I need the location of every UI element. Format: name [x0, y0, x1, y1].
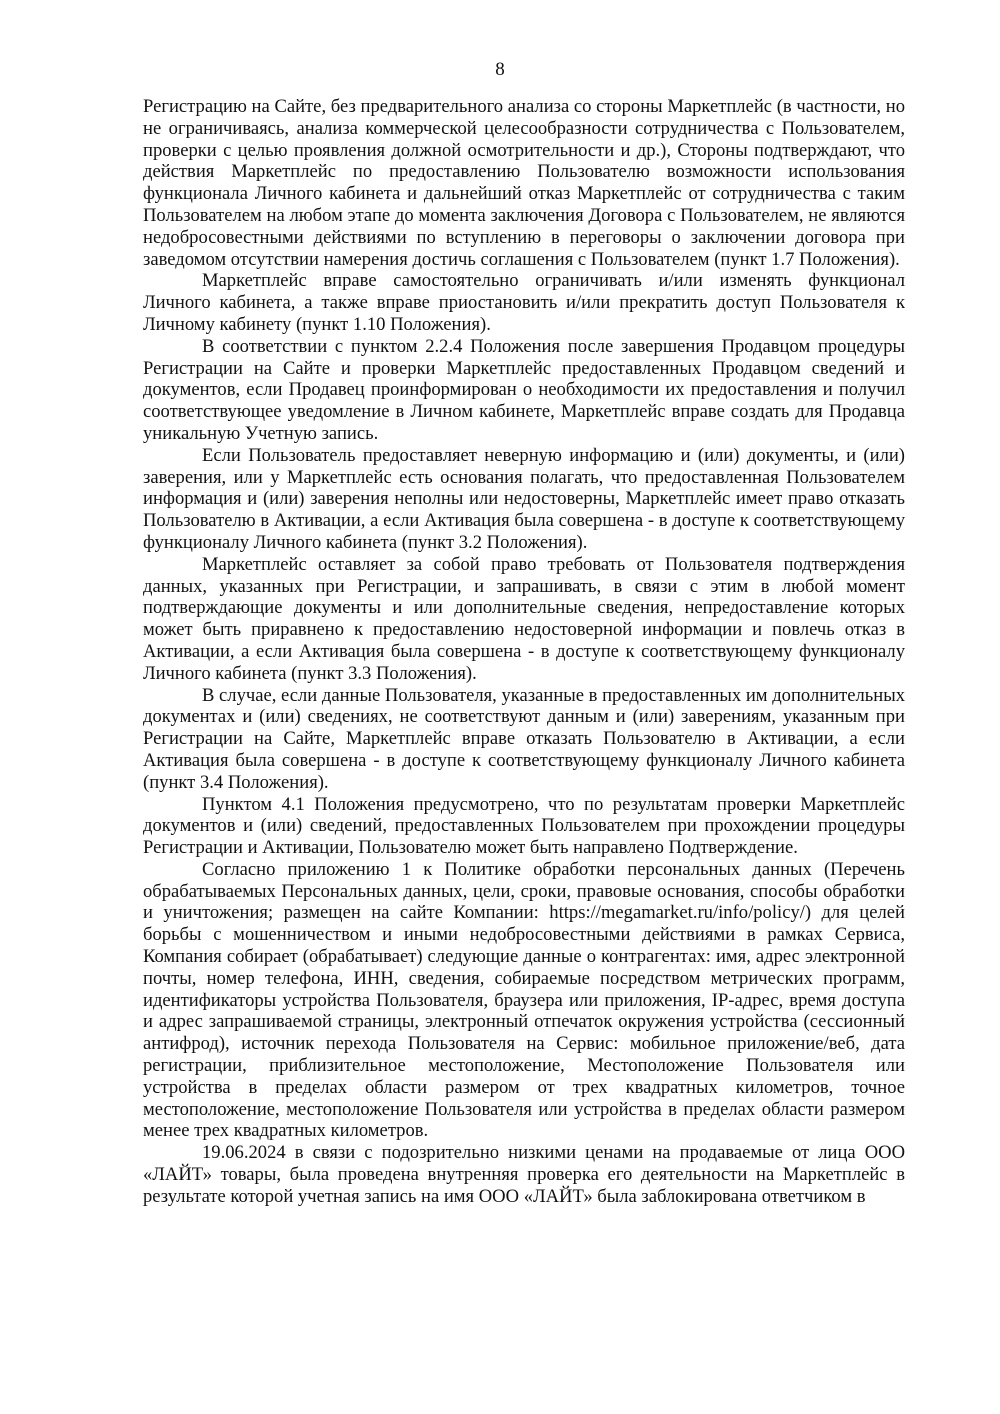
paragraph: Пунктом 4.1 Положения предусмотрено, что по результатам проверки Маркетплейс документов и (или) сведений, предоставленных Пользователем при прохождении процедуры Регистрации и Активации, Пользователю может быть направлено Подтверждение.	[143, 793, 905, 859]
paragraph: Регистрацию на Сайте, без предварительного анализа со стороны Маркетплейс (в частности, но не ограничиваясь, анализа коммерческой целесообразности сотрудничества с Пользователем, проверки с целью проявления должной осмотрительности и др.), Стороны подтверждают, что действия Маркетплейс по предоставлению Пользователю возможности использования функционала Личного кабинета и дальнейший отказ Маркетплейс от сотрудничества с таким Пользователем на любом этапе до момента заключения Договора с Пользователем, не являются недобросовестными действиями по вступлению в переговоры о заключении договора при заведомом отсутствии намерения достичь соглашения с Пользователем (пункт 1.7 Положения).	[143, 96, 905, 270]
paragraph: Маркетплейс вправе самостоятельно ограничивать и/или изменять функционал Личного кабинета, а также вправе приостановить и/или прекратить доступ Пользователя к Личному кабинету (пункт 1.10 Положения).	[143, 270, 905, 335]
paragraph: Маркетплейс оставляет за собой право требовать от Пользователя подтверждения данных, указанных при Регистрации, и запрашивать, в связи с этим в любой момент подтверждающие документы и или дополнительные сведения, непредоставление которых может быть приравнено к предоставлению недостоверной информации и повлечь отказ в Активации, а если Активация была совершена - в доступе к соответствующему функционалу Личного кабинета (пункт 3.3 Положения).	[143, 553, 905, 684]
paragraph-last: 19.06.2024 в связи с подозрительно низкими ценами на продаваемые от лица ООО «ЛАЙТ» товары, была проведена внутренняя проверка его деятельности на Маркетплейс в результате которой учетная запись на имя ООО «ЛАЙТ» была заблокирована ответчиком в	[143, 1142, 905, 1207]
paragraph: В случае, если данные Пользователя, указанные в предоставленных им дополнительных документах и (или) сведениях, не соответствуют данным и (или) заверениям, указанным при Регистрации на Сайте, Маркетплейс вправе отказать Пользователю в Активации, а если Активация была совершена - в доступе к соответствующему функционалу Личного кабинета (пункт 3.4 Положения).	[143, 684, 906, 793]
paragraph: Согласно приложению 1 к Политике обработки персональных данных (Перечень обрабатываемых Персональных данных, цели, сроки, правовые основания, способы обработки и уничтожения; размещен на сайте Компании: https://megamarket.ru/info/policy/) для целей борьбы с мошенничеством и иными недобросовестными действиями в рамках Сервиса, Компания собирает (обрабатывает) следующие данные о контрагентах: имя, адрес электронной почты, номер телефона, ИНН, сведения, собираемые посредством метрических программ, идентификаторы устройства Пользователя, браузера или приложения, IP-адрес, время доступа и адрес запрашиваемой страницы, электронный отпечаток окружения устройства (сессионный антифрод), источник перехода Пользователя на Сервис: мобильное приложение/веб, дата регистрации, приблизительное местоположение, Местоположение Пользователя или устройства в пределах области размером от трех квадратных километров, точное местоположение, местоположение Пользователя или устройства в пределах области размером менее трех квадратных километров.	[143, 858, 905, 1142]
paragraph: В соответствии с пунктом 2.2.4 Положения после завершения Продавцом процедуры Регистрации на Сайте и проверки Маркетплейс предоставленных Продавцом сведений и документов, если Продавец проинформирован о необходимости их предоставления и получил соответствующее уведомление в Личном кабинете, Маркетплейс вправе создать для Продавца уникальную Учетную запись.	[143, 335, 905, 444]
page-number: 8	[495, 59, 505, 80]
paragraph: Если Пользователь предоставляет неверную информацию и (или) документы, и (или) заверения, или у Маркетплейс есть основания полагать, что предоставленная Пользователем информация и (или) заверения неполны или недостоверны, Маркетплейс имеет право отказать Пользователю в Активации, а если Активация была совершена - в доступе к соответствующему функционалу Личного кабинета (пункт 3.2 Положения).	[143, 444, 905, 553]
document-body	[143, 96, 905, 1208]
